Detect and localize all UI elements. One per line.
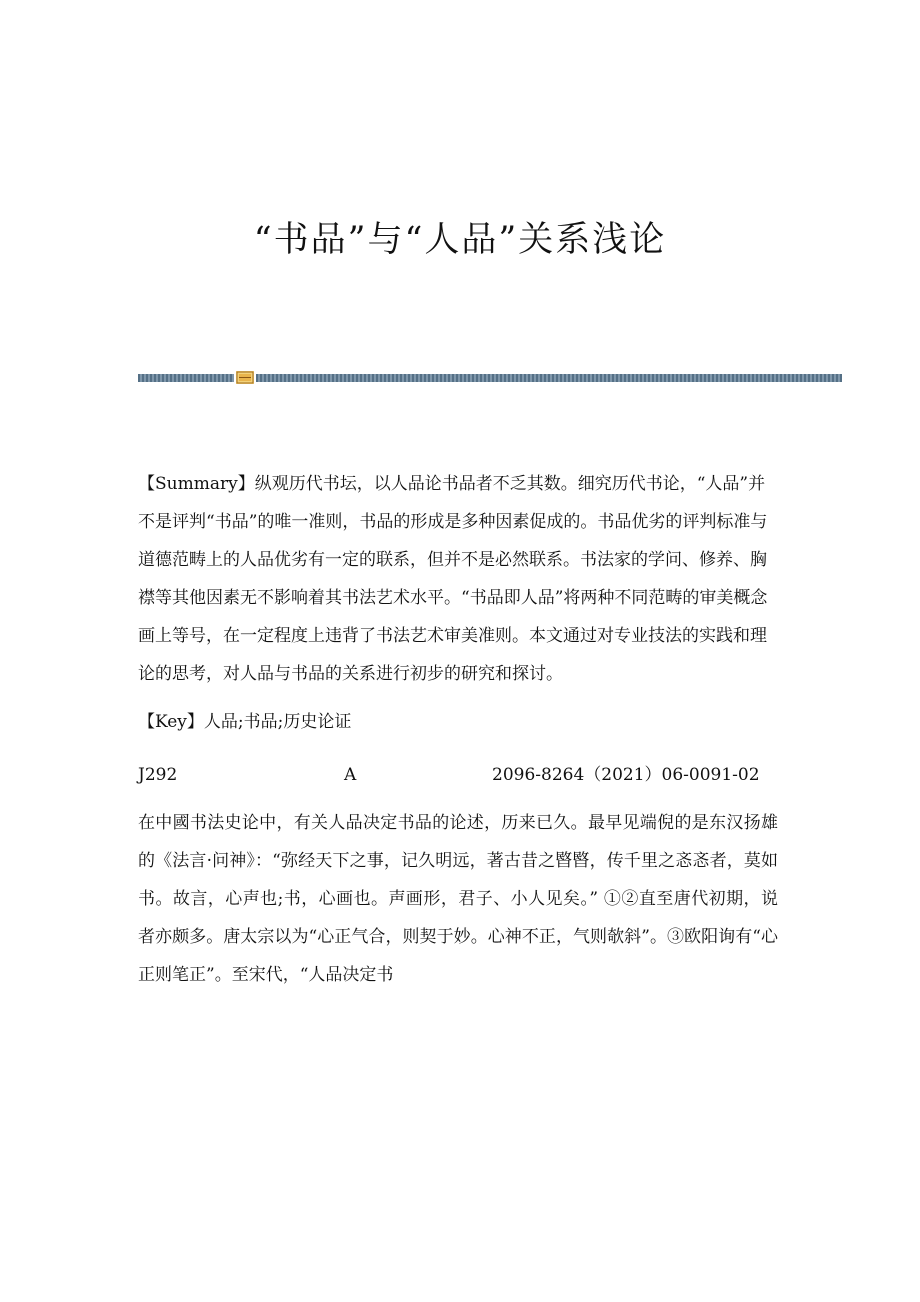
summary-paragraph <box>138 465 778 693</box>
article-id: 2096-8264（2021）06-0091-02 <box>492 765 760 785</box>
ornament-icon <box>236 371 254 384</box>
keywords-text: 人品;书品;历史论证 <box>203 712 352 732</box>
keywords-label: 【Key】 <box>138 712 204 732</box>
page-title: “书品”与“人品”关系浅论 <box>253 220 667 260</box>
classification-row <box>138 756 778 794</box>
body-paragraph: 在中國书法史论中，有关人品决定书品的论述，历来已久。最早见端倪的是东汉扬雄的《法言·问神》：“弥经天下之事，记久明远，著古昔之暋暋，传千里之忞忞者，莫如书。故言，心声也;书，心画也。声画形，君子、小人见矣。” ①②直至唐代初期，说者亦颇多。唐太宗以为“心正气合，则契于妙。心神不正，气则欹斜”。③欧阳询有“心正则笔正”。至宋代，“人品决定书 <box>138 813 778 985</box>
summary-text: 纵观历代书坛，以人品论书品者不乏其数。细究历代书论，“人品”并不是评判“书品”的唯一准则，书品的形成是多种因素促成的。书品优劣的评判标准与道德范畴上的人品优劣有一定的联系，但并不是必然联系。书法家的学问、修养、胸襟等其他因素无不影响着其书法艺术水平。“书品即人品”将两种不同范畴的审美概念画上等号，在一定程度上违背了书法艺术审美准则。本文通过对专业技法的实践和理论的思考，对人品与书品的关系进行初步的研究和探讨。 <box>138 474 768 684</box>
header-rule-right <box>256 374 842 382</box>
header-rule-left <box>138 374 234 382</box>
summary-label: 【Summary】 <box>138 474 255 494</box>
clc-number: J292 <box>138 765 178 785</box>
document-code: A <box>344 765 357 785</box>
article-content <box>138 465 778 994</box>
keywords-paragraph <box>138 703 778 741</box>
